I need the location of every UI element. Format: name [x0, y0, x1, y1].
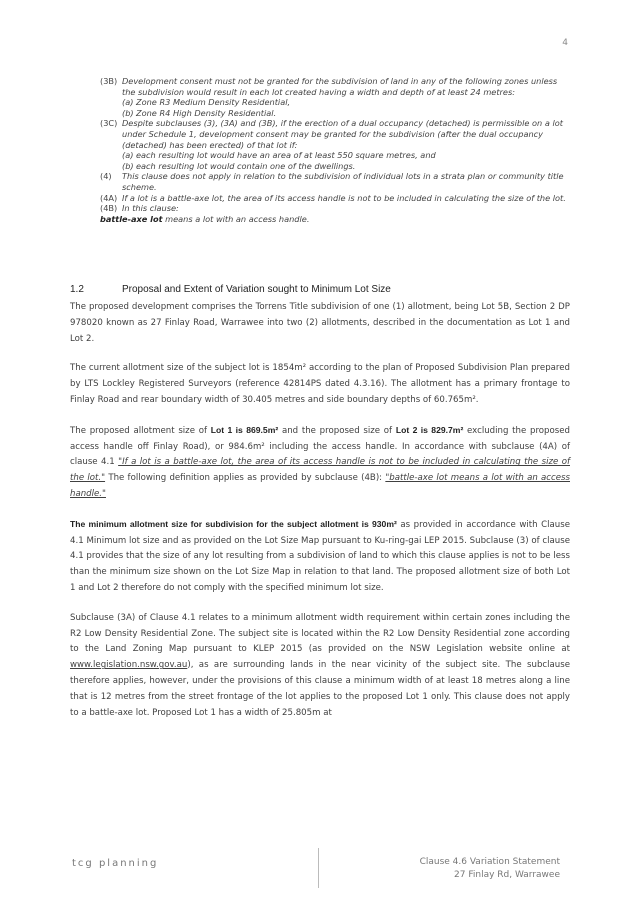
clause-label: (4) — [100, 171, 112, 182]
text-run: ), as are surrounding lands in the near vicinity of the subject site. The subclause therefore applies, however, under the provisions of this clause a minimum width of at least 18 metres along a line that is 12 metres from the street frontage of the lot applies to the proposed Lot 1 only. This clause does not apply to a battle-axe lot. Proposed Lot 1 has a width of 25.805m at — [70, 660, 570, 718]
definition-term: battle-axe lot — [100, 213, 163, 224]
clause-3c-a — [100, 150, 570, 161]
body-text — [70, 300, 570, 735]
footer-doc-title: Clause 4.6 Variation Statement — [419, 857, 560, 867]
sub-text: Zone R3 Medium Density Residential, — [136, 97, 291, 108]
definition — [100, 214, 570, 225]
footer-divider — [318, 848, 319, 888]
clause-label: (4B) — [100, 203, 118, 214]
text-run: and the proposed size of — [278, 425, 396, 436]
paragraph-minimum-size — [70, 517, 570, 597]
clause-text: If a lot is a battle-axe lot, the area of its access handle is not to be included in calculating the size of the lot. — [122, 192, 566, 203]
definition-text: means a lot with an access handle. — [162, 213, 310, 224]
clause-label: (3C) — [100, 118, 118, 129]
minimum-size-statement: The minimum allotment size for subdivision for the subject allotment is 930m² — [70, 518, 397, 529]
clause-3b-b — [100, 108, 570, 119]
clause-4a — [100, 193, 570, 204]
section-title: Proposal and Extent of Variation sought to Minimum Lot Size — [122, 284, 391, 295]
clause-label: (3B) — [100, 76, 118, 86]
clause-text: Despite subclauses (3), (3A) and (3B), if the erection of a dual occupancy (detached) is permissible on a lot under Schedule 1, development consent may be granted for the subdivision (after the dual occupancy (detached) has been erected) of that lot if: — [122, 118, 563, 150]
clause-4 — [100, 171, 570, 192]
section-heading — [70, 284, 391, 295]
text-run: Subclause (3A) of Clause 4.1 relates to a minimum allotment width requirement within certain zones including the R2 Low Density Residential Zone. The subject site is located within the R2 Low Density Residential zone according to the Land Zoning Map pursuant to KLEP 2015 (as provided on the NSW Legislation website online at — [70, 612, 570, 655]
clause-4b — [100, 203, 570, 214]
clause-3c — [100, 118, 570, 150]
lot2-size: Lot 2 is 829.7m² — [395, 424, 464, 435]
sub-text: Zone R4 High Density Residential. — [136, 107, 277, 118]
sub-text: each resulting lot would have an area of at least 550 square metres, and — [136, 150, 436, 161]
clause-label: (4A) — [100, 192, 118, 203]
footer-address: 27 Finlay Rd, Warrawee — [454, 870, 560, 880]
clause-3b-a — [100, 97, 570, 108]
legislation-extract — [100, 76, 570, 224]
clause-3c-b — [100, 161, 570, 172]
legislation-link[interactable]: www.legislation.nsw.gov.au — [70, 660, 188, 671]
footer-info — [420, 856, 560, 882]
page-number: 4 — [562, 38, 568, 48]
text-run: The proposed allotment size of — [70, 425, 211, 436]
paragraph-width-requirement — [70, 611, 570, 722]
quoted-definition: "battle-axe lot means a lot with an access handle." — [70, 473, 570, 499]
quoted-clause: "If a lot is a battle-axe lot, the area of its access handle is not to be included in calculating the size of the lot." — [70, 457, 570, 484]
clause-text: In this clause: — [122, 203, 179, 214]
paragraph-proposal: The proposed development comprises the Torrens Title subdivision of one (1) allotment, being Lot 5B, Section 2 DP 978020 known as 27 Finlay Road, Warrawee into two (2) allotments, described in the documentation as Lot 1 and Lot 2. — [70, 302, 570, 344]
sub-text: each resulting lot would contain one of the dwellings. — [136, 160, 356, 171]
text-run: as provided in accordance with Clause 4.1 Minimum lot size and as provided on the Lot Size Map pursuant to Ku-ring-gai LEP 2015. Subclause (3) of clause 4.1 provides that the size of any lot resulting from a subdivision of land to which this clause applies is not to be less than the minimum size shown on the Lot Size Map in relation to that land. The proposed allotment size of both Lot 1 and Lot 2 therefore do not comply with the specified minimum lot size. — [70, 519, 570, 593]
paragraph-proposed-sizes — [70, 423, 570, 503]
clause-text: This clause does not apply in relation to the subdivision of individual lots in a strata plan or community title scheme. — [122, 171, 564, 192]
section-number: 1.2 — [70, 284, 84, 295]
text-run: The following definition applies as provided by subclause (4B): — [105, 473, 386, 484]
sub-label: (a) — [122, 150, 134, 161]
sub-label: (b) — [122, 160, 134, 171]
clause-3b — [100, 76, 570, 97]
paragraph-allotment-size: The current allotment size of the subject lot is 1854m² according to the plan of Proposed Subdivision Plan prepared by LTS Lockley Registered Surveyors (reference 42814PS dated 4.3.16). The allotment has a primary frontage to Finlay Road and rear boundary width of 30.405 metres and side boundary depths of 60.765m². — [70, 363, 570, 405]
footer-brand: tcg planning — [72, 858, 159, 869]
text-run: excluding the proposed access handle off Finlay Road), or 984.6m² including the access handle. In accordance with subclause (4A) of clause 4.1 — [70, 425, 570, 468]
clause-text: Development consent must not be granted for the subdivision of land in any of the following zones unless the subdivision would result in each lot created having a width and depth of at least 24 metres: — [122, 76, 558, 97]
sub-label: (a) — [122, 97, 134, 108]
lot1-size: Lot 1 is 869.5m² — [210, 424, 279, 435]
sub-label: (b) — [122, 107, 134, 118]
